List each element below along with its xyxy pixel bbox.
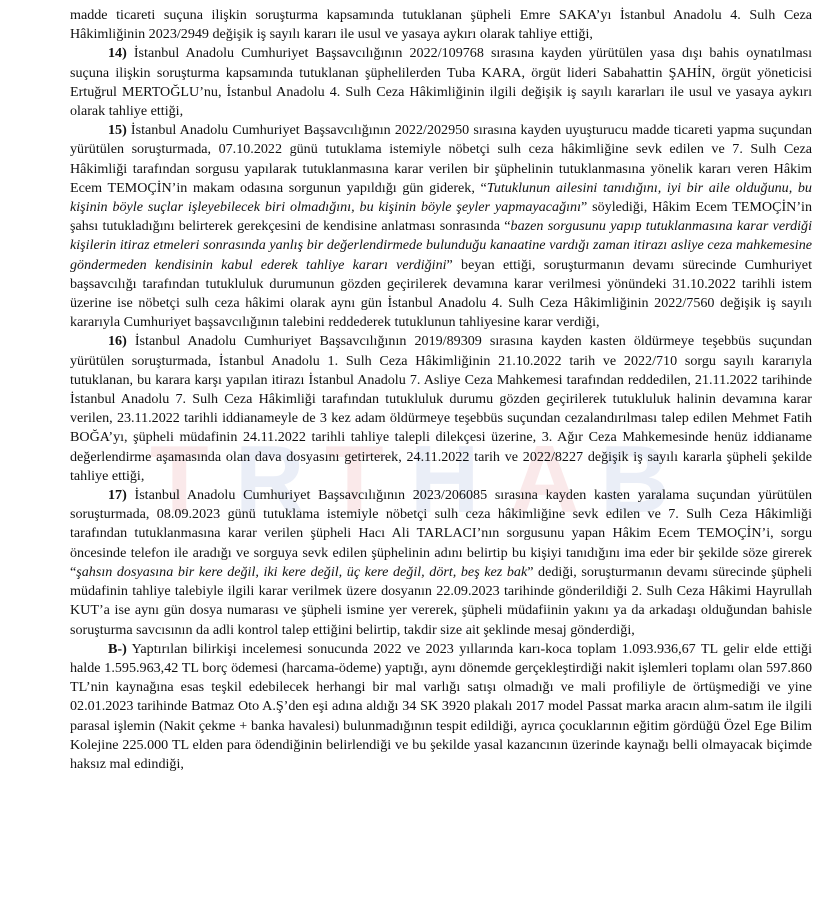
paragraph-text: ” beyan ettiği, soruşturmanın devamı sürecinde Cumhuriyet başsavcılığı tarafından tutukluluk durumunun gözden geçirilerek devamına karar verilmesi yönündeki 31.10.2022 tarihli istem üzerine ise nöbetçi sulh ceza hâkimi olarak aynı gün İstanbul Anadolu 4. Sulh Ceza Hâkimliğinin 2022/7560 değişik iş sayılı kararıyla Cumhuriyet başsavcılığının talebini reddederek tutuklunun tahliyesine karar verdiği, (70, 256, 812, 331)
svg-text:T: T (325, 426, 384, 530)
svg-text:R: R (235, 426, 305, 530)
paragraph-b (70, 640, 812, 774)
paragraph-text: İstanbul Anadolu Cumhuriyet Başsavcılığının 2022/109768 sırasına kayden yürütülen yasa dışı bahis oynatılması suçuna ilişkin soruşturma kapsamında tutuklanan şüphelilerden Tuba KARA, örgüt lideri Sabahattin ŞAHİN, örgüt yöneticisi Ertuğrul MERTOĞLU’nu, İstanbul Anadolu 4. Sulh Ceza Hâkimliğinin ilgili değişik iş sayılı kararları ile usul ve yasaya aykırı olarak tahliye ettiği, (70, 45, 812, 120)
paragraph-text: ” dediği, soruşturmanın devamı sürecinde şüpheli müdafinin tahliye talebiyle ilgili karar verilmek üzere dosyanın 22.09.2023 tarihinde gönderildiği 2. Sulh Ceza Hâkimi Hayrullah KUT’a ise aynı gün dosya numarası ve şüpheli ismine yer vererek, şüpheli müdafiinin yakını ya da arkadaşı olduğundan bahisle soruşturma savcısının da adli kontrol talep ettiğini belirtip, takdir size ait şeklinde mesaj gönderdiği, (70, 563, 812, 638)
paragraph-number: 17) (108, 487, 127, 504)
paragraph-text: ” söylediği, Hâkim Ecem TEMOÇİN’in şahsı tutukladığını belirterek gerekçesini de kendisine anlatması sonrasında “ (70, 199, 813, 235)
paragraph-text: Yaptırılan bilirkişi incelemesi sonucunda 2022 ve 2023 yıllarında karı-koca toplam 1.093.936,67 TL gelir elde ettiği halde 1.595.963,42 TL borç ödemesi (harcama-ödeme) yaptığı, aynı dönemde gerçekleştirdiği nakit işlemleri toplamı olan 597.860 TL’nin kaynağına esas teşkil edebilecek herhangi bir mal varlığı satışı olmadığı ve mali profiliyle de örtüşmediği ve yine 02.01.2023 tarihinde Batmaz Oto A.Ş’den eşi adına aldığı 34 SK 3920 plakalı 2017 model Passat marka aracın alım-satım ile ilgili parasal işlemin (Nakit çekme + banka havalesi) bulunmadığının tespit edildiği, ayrıca çocuklarının eğitim gördüğü Özel Ege Bilim Kolejine 225.000 TL elden para ödendiğinin belirlendiği ve bu şekilde yasal kazancının üzerinde kaynağı belli olmayacak biçimde haksız mal edindiği, (70, 640, 812, 772)
paragraph-number: 15) (108, 122, 127, 139)
paragraph-text: İstanbul Anadolu Cumhuriyet Başsavcılığının 2019/89309 sırasına kayden kasten öldürmeye teşebbüs suçundan yürütülen soruşturmada, İstanbul Anadolu 1. Sulh Ceza Hâkimliğinin 21.10.2022 tarih ve 2022/710 sorgu sayılı kararıyla tutuklanan, bu karara karşı yapılan itirazı İstanbul Anadolu 7. Asliye Ceza Mahkemesi tarafından reddedilen, 21.11.2022 tarihinde İstanbul Anadolu 7. Sulh Ceza Hâkimliği tarafından tutukluluk durumu gözden geçirilerek tutukluluk halinin devamına karar verilen, 23.11.2022 tarihli iddianameyle de 3 kez adam öldürmeye teşebbüs suçundan cezalandırılması talep edilen Mehmet Fatih BOĞA’yı, şüpheli müdafinin 24.11.2022 tarihli tahliye talepli dilekçesi üzerine, 3. Ağır Ceza Mahkemesinde henüz iddianame değerlendirme aşamasında olan dava dosyasını getirterek, 24.11.2022 tarih ve 2022/8227 değişik iş sayılı kararla şüpheli şekilde tahliye ettiği, (70, 333, 812, 484)
paragraph-15 (70, 121, 812, 332)
paragraph-text: İstanbul Anadolu Cumhuriyet Başsavcılığının 2022/202950 sırasına kayden uyuşturucu madde ticareti yapma suçundan yürütülen soruşturmada, 07.10.2022 günü tutuklama istemiyle nöbetçi sulh ceza hâkimliğine sevk edilen ve 7. Sulh Ceza Hâkimliği tarafından sorgusu yapılarak tutuklanmasına karar verilen bir şüphelinin tutuklanmasına yönelik kararı veren Hâkim Ecem TEMOÇİN’in makam odasına sorgunun yapıldığı gün giderek, “ (70, 122, 812, 196)
paragraph-13-continuation (70, 6, 812, 44)
quoted-statement: şahsın dosyasına bir kere değil, iki kere değil, üç kere değil, dört, beş kez bak (76, 563, 528, 580)
paragraph-number: 16) (108, 333, 127, 350)
quoted-statement: Tutuklunun ailesini tanıdığını, iyi bir aile olduğunu, bu kişinin böyle suçlar işleyebilecek biri olmadığını, bu kişinin böyle şeyler yapmayacağını (70, 179, 812, 216)
svg-text:B: B (600, 426, 670, 530)
document-body (70, 6, 812, 774)
paragraph-text: madde ticareti suçuna ilişkin soruşturma kapsamında tutuklanan şüpheli Emre SAKA’yı İstanbul Anadolu 4. Sulh Ceza Hâkimliğinin 2023/2949 değişik iş sayılı kararı ile usul ve yasaya aykırı olarak tahliye ettiği, (70, 7, 812, 43)
svg-text:H: H (410, 426, 480, 530)
svg-text:A: A (510, 426, 580, 530)
svg-text:T: T (150, 426, 209, 530)
paragraph-14 (70, 44, 812, 121)
paragraph-number: 14) (108, 45, 127, 62)
paragraph-text: İstanbul Anadolu Cumhuriyet Başsavcılığının 2023/206085 sırasına kayden kasten yaralama suçundan yürütülen soruşturmada, 08.09.2023 günü tutuklama istemiyle nöbetçi sulh ceza hâkimliğine sevk edilen ve 7. Sulh Ceza Hâkimliği tarafından tutuklanmasına karar verilen şüpheli Hacı Ali TARLACI’nın sorgusunu yapan Hâkim Ecem TEMOÇİN’i, sorgu öncesinde telefon ile aradığı ve sorguya sevk edilen şüphelinin adını belirtip bu kişiyi tanıdığını ima eder bir şekilde söze girerek “ (70, 487, 812, 580)
paragraph-17 (70, 486, 812, 640)
quoted-statement: bazen sorgusunu yapıp tutuklanmasına karar verdiği kişilerin itiraz etmeleri sonrasında yanlış bir değerlendirmede bulunduğu kanaatine vardığı zaman itirazı asliye ceza mahkemesine göndermeden kendisinin kabul ederek tahliye kararı verdiğini (70, 218, 812, 273)
paragraph-16 (70, 332, 812, 486)
paragraph-number: B-) (108, 640, 127, 657)
